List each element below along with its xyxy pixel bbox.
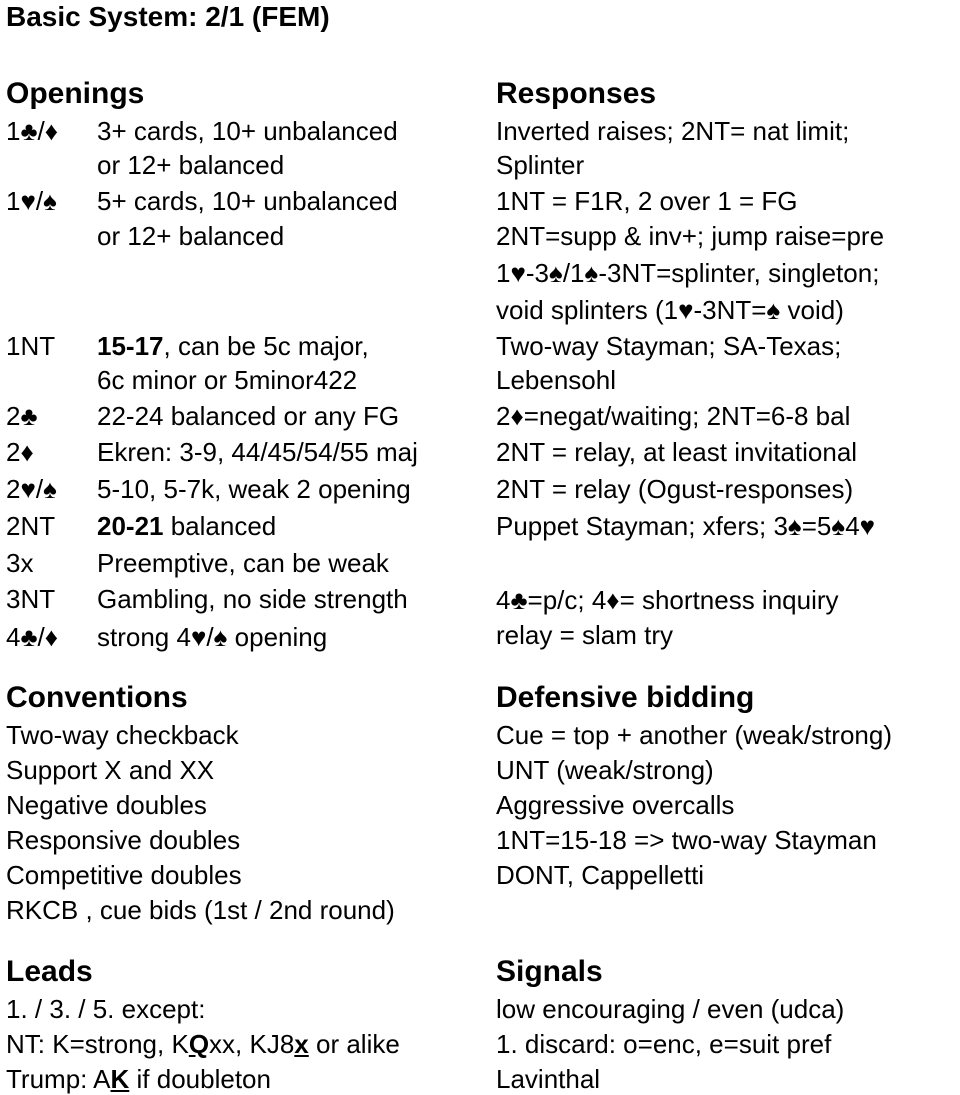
opening-bid-1h-1s: 1♥/♠ — [6, 186, 57, 216]
opening-desc-1h-1s-line2: or 12+ balanced — [97, 221, 285, 251]
opening-bid-3x: 3x — [6, 548, 34, 578]
response-line: 1♥-3♠/1♠-3NT=splinter, singleton; — [496, 258, 880, 288]
convention-line: Responsive doubles — [6, 825, 241, 855]
opening-bid-1nt: 1NT — [6, 331, 56, 361]
leads-trump-underlined-k: K — [110, 1064, 130, 1094]
opening-desc-2nt-rest: balanced — [163, 511, 277, 541]
defensive-bidding-heading: Defensive bidding — [496, 681, 755, 714]
opening-bid-2d: 2♦ — [6, 437, 34, 467]
response-line: Two-way Stayman; SA-Texas; — [496, 331, 842, 361]
leads-line-2 — [6, 1028, 400, 1060]
responses-heading: Responses — [496, 77, 657, 110]
opening-desc-2h-2s: 5-10, 5-7k, weak 2 opening — [97, 474, 411, 504]
leads-nt-underlined-x: x — [294, 1029, 309, 1059]
response-line: 4♣=p/c; 4♦= shortness inquiry — [496, 585, 839, 615]
defensive-line: Cue = top + another (weak/strong) — [496, 720, 893, 750]
opening-desc-1nt-range: 15-17 — [97, 331, 164, 361]
response-line: Inverted raises; 2NT= nat limit; — [496, 116, 850, 146]
leads-trump-text: Trump: A — [6, 1064, 111, 1094]
convention-line: Negative doubles — [6, 790, 207, 820]
opening-bid-2h-2s: 2♥/♠ — [6, 474, 57, 504]
opening-desc-1nt-line1 — [97, 330, 369, 362]
opening-desc-4c-4d: strong 4♥/♠ opening — [97, 622, 328, 652]
convention-line: RKCB , cue bids (1st / 2nd round) — [6, 895, 395, 925]
leads-line-1: 1. / 3. / 5. except: — [6, 994, 206, 1024]
openings-heading: Openings — [6, 77, 145, 110]
convention-line: Competitive doubles — [6, 860, 242, 890]
leads-nt-text: or alike — [308, 1029, 400, 1059]
page-title: Basic System: 2/1 (FEM) — [6, 1, 330, 32]
convention-line: Support X and XX — [6, 755, 215, 785]
opening-desc-2nt — [97, 510, 276, 542]
response-line: Lebensohl — [496, 365, 616, 395]
defensive-line: 1NT=15-18 => two-way Stayman — [496, 825, 877, 855]
opening-bid-3nt: 3NT — [6, 584, 56, 614]
response-line: 1NT = F1R, 2 over 1 = FG — [496, 186, 798, 216]
opening-desc-3x: Preemptive, can be weak — [97, 548, 389, 578]
conventions-heading: Conventions — [6, 681, 188, 714]
convention-line: Two-way checkback — [6, 720, 239, 750]
opening-desc-1h-1s-line1: 5+ cards, 10+ unbalanced — [97, 186, 398, 216]
response-line: relay = slam try — [496, 620, 673, 650]
opening-bid-2c: 2♣ — [6, 401, 38, 431]
leads-nt-underlined-q: Q — [188, 1029, 210, 1059]
response-line: 2NT = relay (Ogust-responses) — [496, 474, 854, 504]
leads-line-3 — [6, 1063, 271, 1095]
signals-line: low encouraging / even (udca) — [496, 994, 845, 1024]
opening-desc-2nt-range: 20-21 — [97, 511, 164, 541]
leads-trump-text: if doubleton — [129, 1064, 271, 1094]
response-line: 2NT=supp & inv+; jump raise=pre — [496, 221, 885, 251]
response-line: void splinters (1♥-3NT=♠ void) — [496, 295, 844, 325]
response-line: 2♦=negat/waiting; 2NT=6-8 bal — [496, 401, 851, 431]
response-line: Puppet Stayman; xfers; 3♠=5♠4♥ — [496, 511, 876, 541]
defensive-line: UNT (weak/strong) — [496, 755, 714, 785]
leads-nt-text: NT: K=strong, K — [6, 1029, 189, 1059]
opening-desc-2d: Ekren: 3-9, 44/45/54/55 maj — [97, 437, 418, 467]
opening-desc-1nt-rest: , can be 5c major, — [163, 331, 369, 361]
leads-nt-text: xx, KJ8 — [209, 1029, 295, 1059]
response-line: 2NT = relay, at least invitational — [496, 437, 858, 467]
signals-line: 1. discard: o=enc, e=suit pref — [496, 1029, 832, 1059]
signals-line: Lavinthal — [496, 1064, 601, 1094]
opening-desc-1nt-line2: 6c minor or 5minor422 — [97, 365, 358, 395]
response-line: Splinter — [496, 150, 585, 180]
signals-heading: Signals — [496, 955, 603, 988]
leads-heading: Leads — [6, 955, 93, 988]
defensive-line: Aggressive overcalls — [496, 790, 735, 820]
opening-bid-4c-4d: 4♣/♦ — [6, 622, 59, 652]
opening-bid-2nt: 2NT — [6, 511, 56, 541]
opening-desc-1c-1d-line1: 3+ cards, 10+ unbalanced — [97, 116, 398, 146]
opening-desc-3nt: Gambling, no side strength — [97, 584, 408, 614]
defensive-line: DONT, Cappelletti — [496, 860, 705, 890]
opening-desc-2c: 22-24 balanced or any FG — [97, 401, 400, 431]
opening-bid-1c-1d: 1♣/♦ — [6, 116, 59, 146]
opening-desc-1c-1d-line2: or 12+ balanced — [97, 150, 285, 180]
